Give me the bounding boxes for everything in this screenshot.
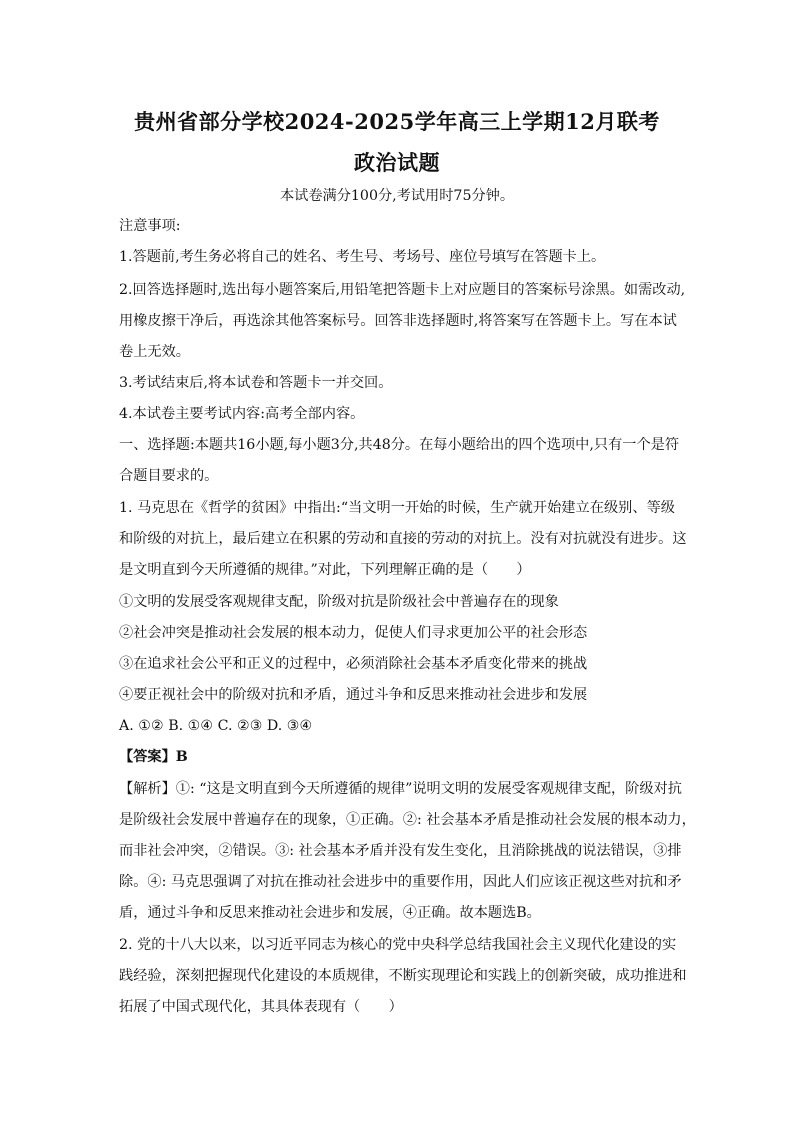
question-1-answer: 【答案】B	[119, 749, 188, 765]
question-1-analysis-line-1: 【解析】①: “这是文明直到今天所遵循的规律”说明文明的发展受客观规律支配，阶级对抗	[119, 781, 682, 797]
question-2-stem-line-2: 践经验，深刻把握现代化建设的本质规律，不断实现理论和实践上的创新突破，成功推进和	[119, 968, 687, 984]
question-1-stem-line-2: 和阶级的对抗上，最后建立在积累的劳动和直接的劳动的对抗上。没有对抗就没有进步。这	[119, 531, 687, 547]
question-1-analysis-line-3: 而非社会冲突，②错误。③: 社会基本矛盾并没有发生变化，且消除挑战的说法错误，③排	[119, 843, 682, 859]
exam-instructions-summary: 本试卷满分100分,考试用时75分钟。	[279, 188, 515, 204]
note-item-2-line-2: 用橡皮擦干净后，再选涂其他答案标号。回答非选择题时,将答案写在答题卡上。写在本试	[119, 313, 677, 329]
question-2-stem-line-3: 拓展了中国式现代化，其具体表现有（ ）	[119, 999, 403, 1015]
question-1-stem-line-1: 1. 马克思在《哲学的贫困》中指出:“当文明一开始的时候，生产就开始建立在级别、等级	[119, 500, 675, 516]
note-item-2-line-3: 卷上无效。	[119, 344, 190, 360]
question-2-stem-line-1: 2. 党的十八大以来，以习近平同志为核心的党中央科学总结我国社会主义现代化建设的实	[119, 937, 677, 953]
question-1-choices: A. ①② B. ①④ C. ②③ D. ③④	[119, 718, 313, 734]
exam-subject-title: 政治试题	[354, 150, 440, 175]
note-item-4: 4.本试卷主要考试内容:高考全部内容。	[119, 406, 365, 422]
question-1-analysis-line-2: 是阶级社会发展中普遍存在的现象，①正确。②: 社会基本矛盾是推动社会发展的根本动力，	[119, 812, 696, 828]
question-1-stem-line-3: 是文明直到今天所遵循的规律。”对此，下列理解正确的是（ ）	[119, 562, 531, 578]
question-1-analysis-line-5: 盾，通过斗争和反思来推动社会进步和发展，④正确。故本题选B。	[119, 905, 541, 921]
question-1-statement-2: ②社会冲突是推动社会发展的根本动力，促使人们寻求更加公平的社会形态	[119, 625, 588, 641]
note-item-1: 1.答题前,考生务必将自己的姓名、考生号、考场号、座位号填写在答题卡上。	[119, 249, 606, 265]
note-item-2-line-1: 2.回答选择题时,选出每小题答案后,用铅笔把答题卡上对应题目的答案标号涂黑。如需改动,	[119, 282, 686, 298]
note-item-3: 3.考试结束后,将本试卷和答题卡一并交回。	[119, 375, 393, 391]
notes-heading: 注意事项:	[119, 218, 181, 234]
question-1-statement-3: ③在追求社会公平和正义的过程中，必须消除社会基本矛盾变化带来的挑战	[119, 656, 588, 672]
question-1-analysis-line-4: 除。④: 马克思强调了对抗在推动社会进步中的重要作用，因此人们应该正视这些对抗和矛	[119, 874, 682, 890]
exam-title: 贵州省部分学校2024-2025学年高三上学期12月联考	[134, 109, 660, 134]
section-heading-line-1: 一、选择题:本题共16小题,每小题3分,共48分。在每小题给出的四个选项中,只有一个是符	[119, 437, 680, 453]
question-1-statement-4: ④要正视社会中的阶级对抗和矛盾，通过斗争和反思来推动社会进步和发展	[119, 687, 588, 703]
question-1-statement-1: ①文明的发展受客观规律支配，阶级对抗是阶级社会中普遍存在的现象	[119, 594, 559, 610]
section-heading-line-2: 合题目要求的。	[119, 468, 219, 484]
